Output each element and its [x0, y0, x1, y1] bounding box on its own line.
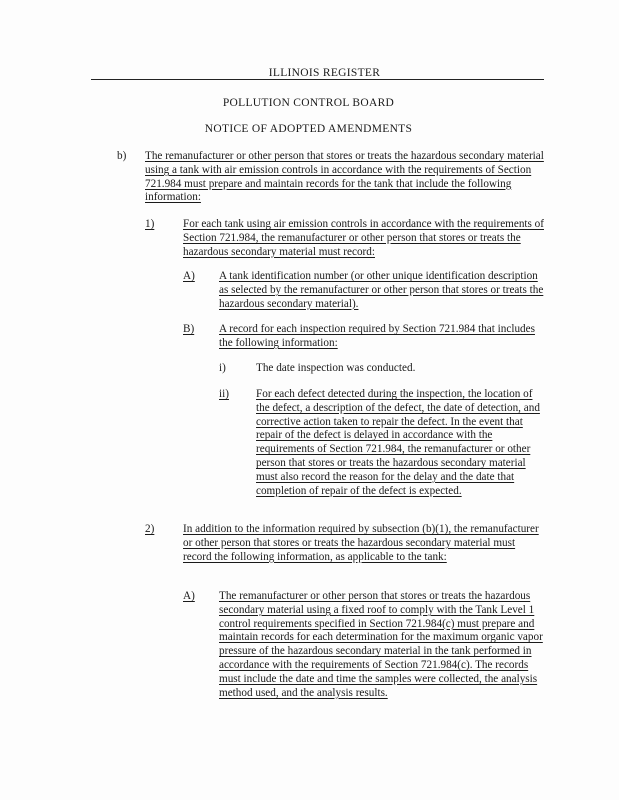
- item-1Bii-text: [256, 388, 545, 498]
- board-heading: POLLUTION CONTROL BOARD: [222, 97, 395, 109]
- notice-heading: NOTICE OF ADOPTED AMENDMENTS: [204, 123, 413, 135]
- subsection-b-text: [145, 150, 545, 205]
- subsection-b-body: The remanufacturer or other person that stores or treats the hazardous secondary material using a tank with air emission controls in accordance with the requirements of Section 721.984 must prepare and maintain records for the tank that include the following information:: [145, 150, 544, 204]
- item-1Bii-body: For each defect detected during the inspection, the location of the defect, a description of the defect, the date of detection, and corrective action taken to repair the defect. In the event that repair of the defect is delayed in accordance with the requirements of Section 721.984, the remanufacturer or other person that stores or treats the hazardous secondary material must also record the reason for the delay and the date that completion of repair of the defect is expected.: [256, 388, 540, 497]
- paragraph-2-label: 2): [145, 523, 155, 535]
- paragraph-1-text: [183, 218, 545, 259]
- item-1A-text: [219, 270, 545, 311]
- item-1Bi-label: i): [219, 362, 226, 374]
- register-heading: ILLINOIS REGISTER: [268, 67, 381, 79]
- item-2A-text: [219, 590, 545, 700]
- item-1A-label: A): [183, 270, 195, 282]
- paragraph-2-text: [183, 523, 545, 564]
- item-2A-body: The remanufacturer or other person that stores or treats the hazardous secondary material using a fixed roof to comply with the Tank Level 1 control requirements specified in Section 721.984(c) must prepare and maintain records for each determination for the maximum organic vapor pressure of the hazardous secondary material in the tank performed in accordance with the requirements of Section 721.984(c). The records must include the date and time the samples were collected, the analysis method used, and the analysis results.: [219, 590, 543, 699]
- subsection-b-label: b): [117, 150, 127, 162]
- item-1A-body: A tank identification number (or other unique identification description as selected by the remanufacturer or other person that stores or treats the hazardous secondary material).: [219, 270, 544, 310]
- item-2A-label: A): [183, 590, 195, 602]
- paragraph-2-body: In addition to the information required by subsection (b)(1), the remanufacturer or other person that stores or treats the hazardous secondary material must record the following information, as applicable to the tank:: [183, 523, 539, 563]
- item-1B-label: B): [183, 323, 195, 335]
- paragraph-1-body: For each tank using air emission controls in accordance with the requirements of Section 721.984, the remanufacturer or other person that stores or treats the hazardous secondary material must record:: [183, 218, 544, 258]
- item-1B-text: [219, 323, 545, 351]
- item-1B-body: A record for each inspection required by Section 721.984 that includes the following information:: [219, 323, 535, 349]
- item-1Bi-text: The date inspection was conducted.: [256, 362, 416, 374]
- header-rule: [91, 79, 544, 80]
- item-1Bii-label: ii): [219, 388, 229, 400]
- paragraph-1-label: 1): [145, 218, 155, 230]
